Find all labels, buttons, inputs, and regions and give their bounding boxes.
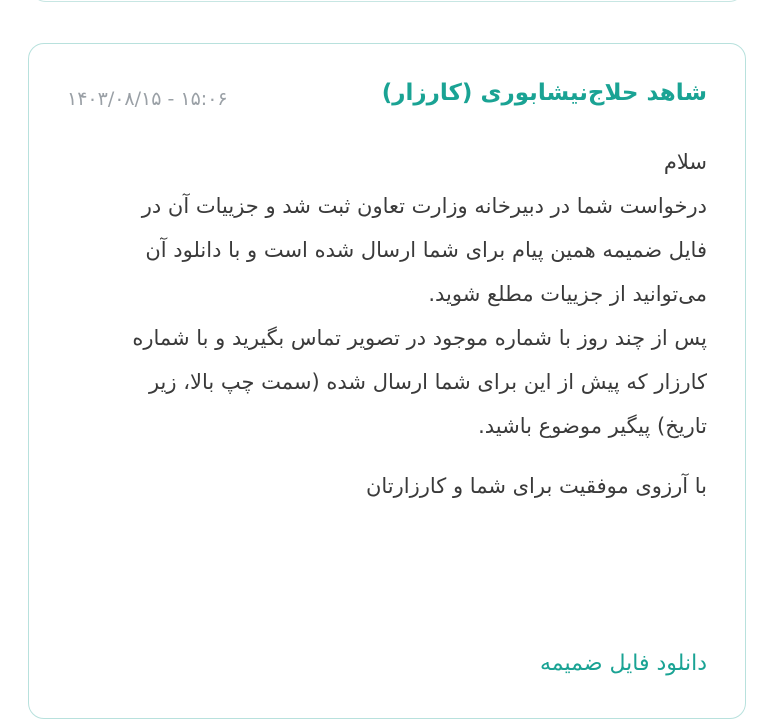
greeting-text: سلام (663, 150, 707, 174)
message-paragraph-1: درخواست شما در دبیرخانه وزارت تعاون ثبت شد و جزییات آن در فایل ضمیمه همین پیام برای شما ارسال شده است و با دانلود آن می‌توانید از جزییات مطلع شوید. (141, 194, 707, 306)
sender-name: شاهد حلاج‌نیشابوری (کارزار) (381, 80, 707, 106)
message-body (67, 140, 707, 508)
download-attachment-link[interactable]: دانلود فایل ضمیمه (539, 651, 707, 676)
closing-text: با آرزوی موفقیت برای شما و کارزارتان (365, 474, 707, 498)
message-timestamp: ۱۴۰۳/۰۸/۱۵ - ۱۵:۰۶ (67, 88, 228, 110)
message-paragraph-2: پس از چند روز با شماره موجود در تصویر تماس بگیرید و با شماره کارزار که پیش از این برای شما ارسال شده (سمت چپ بالا، زیر تاریخ) پیگیر موضوع باشید. (132, 326, 707, 438)
previous-message-card (30, 0, 745, 2)
message-card (28, 43, 746, 719)
